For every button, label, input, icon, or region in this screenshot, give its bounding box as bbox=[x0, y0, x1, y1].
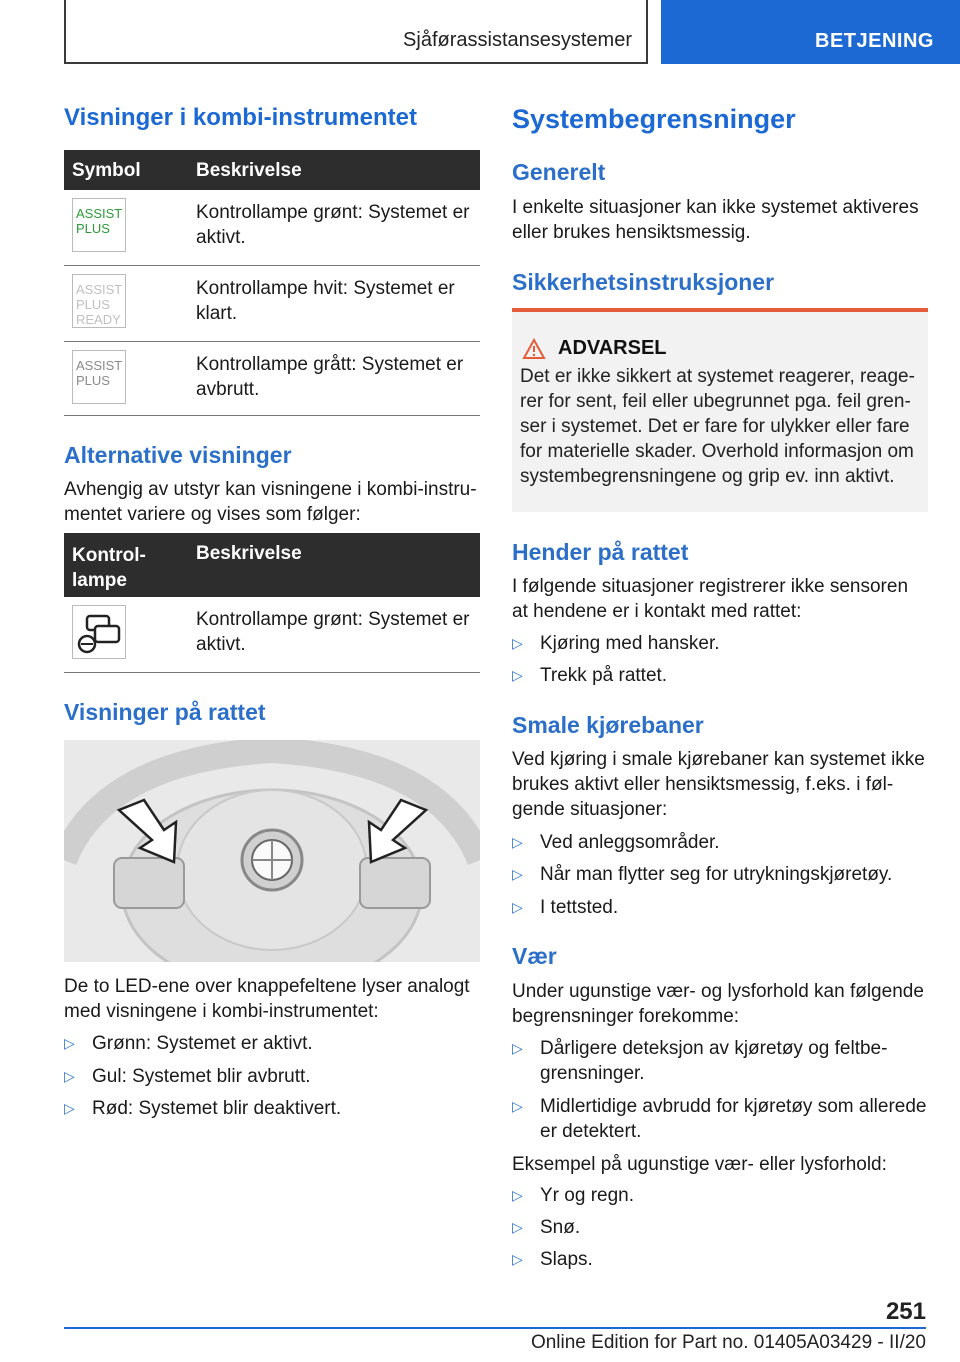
paragraph: I enkelte situasjoner kan ikke systemet aktiveres eller brukes hensiktsmessig. bbox=[512, 197, 919, 243]
bullet-triangle-icon: ▷ bbox=[512, 1098, 523, 1114]
warning-box bbox=[512, 308, 928, 512]
assist-plus-grey-icon: ASSIST PLUS bbox=[72, 350, 126, 404]
table2-header-lamp: Kontrollampe bbox=[72, 545, 146, 591]
warning-text: Det er ikke sikkert at systemet reagerer, reagerer for sent, feil eller ubegrunnet pga. feil grenser i systemet. Det er fare for ulykker eller fare for materielle skader. Overhold informasjon om systembegrensningene og grip ev. inn aktivt. bbox=[520, 366, 915, 487]
list-item: ▷ Midlertidige avbrudd for kjøretøy som allerede er detektert. bbox=[512, 1096, 927, 1142]
bullet-triangle-icon: ▷ bbox=[512, 1251, 523, 1267]
heading-rattet: Visninger på rattet bbox=[64, 699, 266, 725]
bullet-triangle-icon: ▷ bbox=[512, 866, 523, 882]
list-item: ▷ Snø. bbox=[512, 1217, 581, 1238]
table1-header-symbol: Symbol bbox=[72, 160, 141, 181]
table-row bbox=[64, 342, 480, 416]
bullet-triangle-icon: ▷ bbox=[64, 1100, 75, 1116]
bullet-triangle-icon: ▷ bbox=[512, 1219, 523, 1235]
paragraph: Avhengig av utstyr kan visningene i kombi-instrumentet variere og vises som følger: bbox=[64, 479, 477, 525]
subheading-generelt: Generelt bbox=[512, 159, 606, 185]
bullet-triangle-icon: ▷ bbox=[512, 667, 523, 683]
subheading-smale: Smale kjørebaner bbox=[512, 712, 704, 738]
warning-title: ADVARSEL bbox=[558, 337, 667, 359]
steering-wheel-image bbox=[64, 740, 480, 962]
page-number: 251 bbox=[885, 1298, 926, 1325]
list-item: ▷ Gul: Systemet blir avbrutt. bbox=[64, 1066, 311, 1087]
footer-edition: Online Edition for Part no. 01405A03429 - II/20 bbox=[530, 1332, 926, 1353]
running-header bbox=[64, 0, 648, 64]
table2-header bbox=[64, 533, 480, 597]
assist-plus-ready-icon: ASSIST PLUS READY bbox=[72, 274, 126, 328]
list-item: ▷ Kjøring med hansker. bbox=[512, 633, 720, 654]
table1-header-desc: Beskrivelse bbox=[196, 160, 302, 181]
paragraph: De to LED-ene over knappefeltene lyser analogt med visningene i kombi-instrumentet: bbox=[64, 976, 470, 1022]
heading-kombi: Visninger i kombi-instrumentet bbox=[64, 104, 417, 131]
list-item: ▷ Grønn: Systemet er aktivt. bbox=[64, 1033, 313, 1054]
list-item: ▷ Ved anleggsområder. bbox=[512, 832, 720, 853]
warning-triangle-icon bbox=[522, 338, 546, 360]
paragraph: Ved kjøring i smale kjørebaner kan systemet ikke brukes aktivt eller hensiktsmessig, f.eks. i følgende situasjoner: bbox=[512, 749, 925, 820]
list-item: ▷ Dårligere deteksjon av kjøretøy og feltbegrensninger. bbox=[512, 1038, 888, 1084]
paragraph: I følgende situasjoner registrerer ikke sensoren at hendene er i kontakt med rattet: bbox=[512, 576, 909, 622]
subheading-hender: Hender på rattet bbox=[512, 539, 689, 565]
list-item: ▷ Slaps. bbox=[512, 1249, 593, 1270]
section-title: Sjåførassistansesystemer bbox=[403, 29, 632, 51]
list-item: ▷ Trekk på rattet. bbox=[512, 665, 668, 686]
heading-systembegrensninger: Systembegrensninger bbox=[512, 104, 796, 134]
paragraph: Under ugunstige vær- og lysforhold kan følgende begrensninger forekomme: bbox=[512, 981, 924, 1027]
bullet-triangle-icon: ▷ bbox=[512, 1040, 523, 1056]
table2-header-desc: Beskrivelse bbox=[196, 543, 302, 564]
chapter-tab bbox=[661, 0, 960, 64]
list-item: ▷ Rød: Systemet blir deaktivert. bbox=[64, 1098, 342, 1119]
subheading-sikkerhet: Sikkerhetsinstruksjoner bbox=[512, 269, 775, 295]
row-desc: Kontrollampe grønt: Systemet er aktivt. bbox=[196, 609, 470, 655]
bullet-triangle-icon: ▷ bbox=[512, 1187, 523, 1203]
bullet-triangle-icon: ▷ bbox=[512, 635, 523, 651]
table-row bbox=[64, 266, 480, 342]
table-row bbox=[64, 597, 480, 673]
traffic-jam-assistant-icon bbox=[72, 605, 126, 659]
chapter-title: BETJENING bbox=[815, 30, 934, 52]
table-row bbox=[64, 190, 480, 266]
list-item: ▷ Yr og regn. bbox=[512, 1185, 634, 1206]
footer-divider bbox=[64, 1327, 926, 1329]
bullet-triangle-icon: ▷ bbox=[64, 1035, 75, 1051]
heading-alternative: Alternative visninger bbox=[64, 442, 292, 468]
list-item: ▷ Når man flytter seg for utrykningskjøretøy. bbox=[512, 864, 893, 885]
list-item: ▷ I tettsted. bbox=[512, 897, 619, 918]
bullet-triangle-icon: ▷ bbox=[64, 1068, 75, 1084]
assist-plus-green-icon: ASSIST PLUS bbox=[72, 198, 126, 252]
paragraph: Eksempel på ugunstige vær- eller lysforhold: bbox=[512, 1154, 887, 1175]
row-desc: Kontrollampe grønt: Systemet er aktivt. bbox=[196, 202, 470, 248]
bullet-triangle-icon: ▷ bbox=[512, 899, 523, 915]
row-desc: Kontrollampe hvit: Systemet er klart. bbox=[196, 278, 455, 324]
bullet-triangle-icon: ▷ bbox=[512, 834, 523, 850]
subheading-vaer: Vær bbox=[512, 943, 557, 969]
row-desc: Kontrollampe grått: Systemet er avbrutt. bbox=[196, 354, 464, 400]
table1-header bbox=[64, 150, 480, 190]
